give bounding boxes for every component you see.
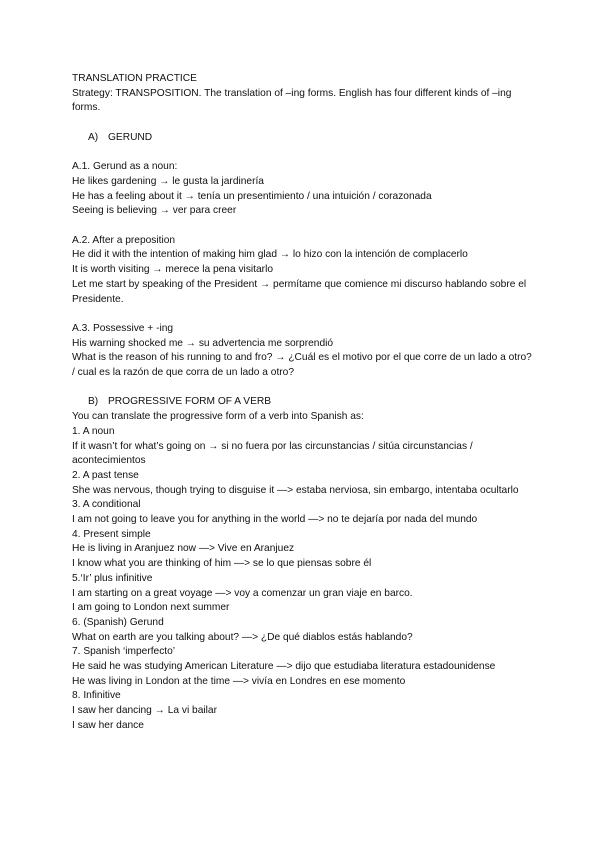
section-a-marker: A): [88, 131, 99, 143]
b-item-title: 8. Infinitive: [72, 690, 121, 702]
a2-line: Let me start by speaking of the President → permítame que comience mi discurso hablando sobre el Presidente.: [72, 278, 527, 305]
a1-line: He has a feeling about it → tenía un presentimiento / una intuición / corazonada: [72, 190, 432, 202]
b-item-line: He is living in Aranjuez now —> Vive en Aranjuez: [72, 543, 295, 555]
b-item-title: 4. Present simple: [72, 528, 151, 540]
b-item-line: I saw her dancing → La vi bailar: [72, 705, 217, 717]
section-b-heading: [72, 395, 532, 410]
a1-line: Seeing is believing → ver para creer: [72, 205, 237, 217]
document-body: [72, 72, 532, 734]
b-item-line: What on earth are you talking about? —> ¿De qué diablos estás hablando?: [72, 631, 413, 643]
section-a-heading: [72, 131, 532, 146]
a3-line: His warning shocked me → su advertencia me sorprendió: [72, 337, 334, 349]
b-item-title: 5.‘Ir’ plus infinitive: [72, 572, 153, 584]
a2-line: It is worth visiting → merece la pena visitarlo: [72, 264, 273, 276]
section-b-intro: You can translate the progressive form of a verb into Spanish as:: [72, 411, 364, 423]
b-item-line: I saw her dance: [72, 719, 144, 731]
b-item-line: He said he was studying American Literature —> dijo que estudiaba literatura estadounidense: [72, 661, 496, 673]
a3-line: What is the reason of his running to and fro? → ¿Cuál es el motivo por el que corre de un lado a otro? / cual es la razón de que corra de un lado a otro?: [72, 352, 532, 378]
b-item-line: I know what you are thinking of him —> se lo que piensas sobre él: [72, 558, 372, 570]
b-item-line: I am starting on a great voyage —> voy a comenzar un gran viaje en barco.: [72, 587, 413, 599]
a3-title: A.3. Possessive + -ing: [72, 322, 174, 334]
b-item-line: He was living in London at the time —> vivía en Londres en ese momento: [72, 675, 406, 687]
b-item-line: I am going to London next summer: [72, 602, 230, 614]
b-item-title: 7. Spanish ‘imperfecto’: [72, 646, 176, 658]
a2-line: He did it with the intention of making him glad → lo hizo con la intención de complacerlo: [72, 249, 468, 261]
a1-line: He likes gardening → le gusta la jardinería: [72, 175, 264, 187]
strategy-text: Strategy: TRANSPOSITION. The translation of –ing forms. English has four different kinds of –ing forms.: [72, 87, 512, 114]
document-title: TRANSLATION PRACTICE: [72, 73, 197, 84]
section-a-title: GERUND: [108, 131, 153, 143]
section-b-marker: B): [88, 396, 99, 408]
section-b-title: PROGRESSIVE FORM OF A VERB: [108, 396, 272, 408]
a2-title: A.2. After a preposition: [72, 234, 176, 246]
b-item-title: 3. A conditional: [72, 499, 141, 511]
b-item-line: If it wasn’t for what’s going on → si no fuera por las circunstancias / sitúa circunstancias / acontecimientos: [72, 440, 473, 467]
b-item-line: I am not going to leave you for anything in the world —> no te dejaría por nada del mundo: [72, 514, 478, 526]
b-item-title: 1. A noun: [72, 425, 115, 437]
b-item-title: 6. (Spanish) Gerund: [72, 616, 164, 628]
a1-title: A.1. Gerund as a noun:: [72, 161, 178, 173]
b-item-title: 2. A past tense: [72, 469, 139, 481]
b-item-line: She was nervous, though trying to disguise it —> estaba nerviosa, sin embargo, intentaba ocultarlo: [72, 484, 519, 496]
